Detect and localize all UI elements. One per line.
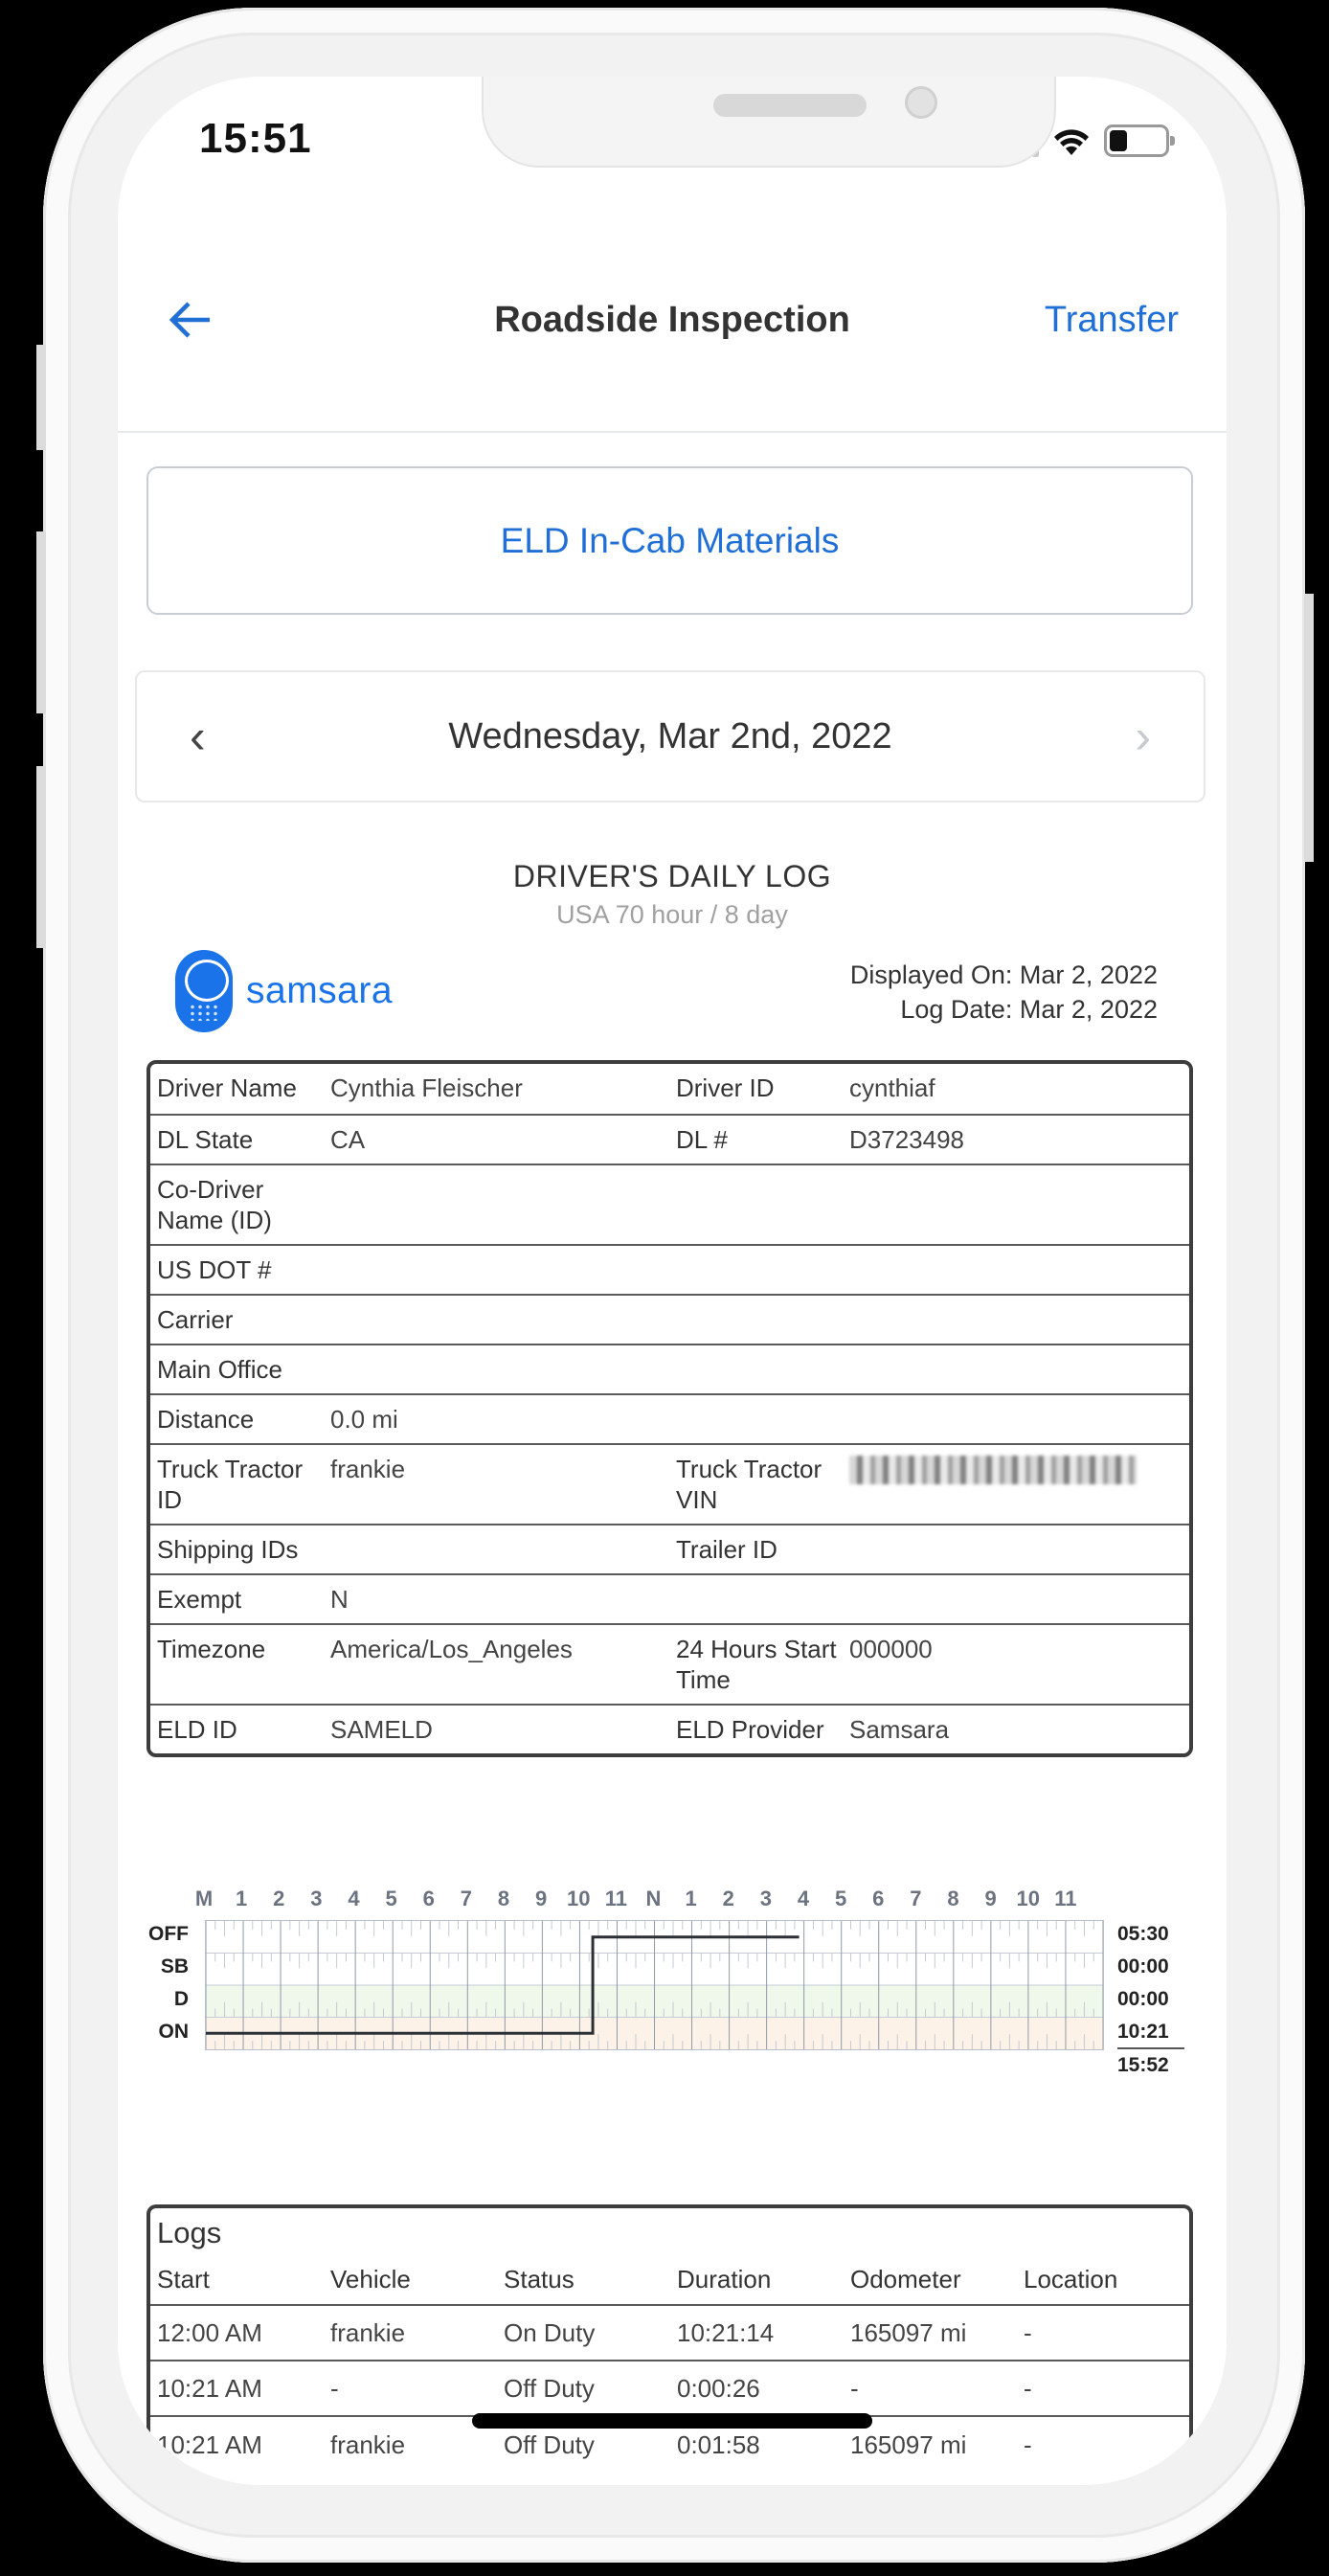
info-value — [324, 1345, 669, 1393]
hour-tick-label: 11 — [1054, 1887, 1077, 1910]
info-label: Carrier — [157, 1305, 234, 1334]
hour-tick-label: 5 — [385, 1887, 397, 1910]
samsara-logo — [175, 950, 393, 1032]
logs-header-row — [150, 2260, 1189, 2306]
logs-column-header: Odometer — [850, 2265, 961, 2294]
wifi-icon — [1052, 126, 1091, 157]
info-label — [669, 1296, 843, 1344]
logs-cell: 165097 mi — [850, 2430, 967, 2459]
home-indicator[interactable] — [472, 2413, 872, 2429]
battery-icon — [1104, 124, 1169, 157]
date-label: Wednesday, Mar 2nd, 2022 — [448, 715, 892, 757]
info-value — [843, 1345, 1189, 1393]
info-row — [150, 1524, 1189, 1573]
info-label: Trailer ID — [676, 1535, 777, 1564]
logs-cell: - — [850, 2374, 859, 2403]
hour-tick-label: 8 — [947, 1887, 959, 1910]
info-value — [843, 1246, 1189, 1294]
info-label: DL State — [157, 1125, 254, 1154]
info-value — [843, 1395, 1189, 1443]
hour-tick-label: 10 — [1016, 1887, 1040, 1910]
logs-cell: 0:00:26 — [677, 2374, 760, 2403]
front-camera — [905, 86, 937, 119]
info-row — [150, 1244, 1189, 1294]
logs-column-header: Status — [504, 2265, 574, 2294]
notch — [482, 77, 1056, 168]
logs-cell: 10:21 AM — [157, 2374, 262, 2403]
info-label: ELD ID — [157, 1715, 237, 1744]
displayed-on: Displayed On: Mar 2, 2022 — [849, 960, 1158, 989]
info-row — [150, 1443, 1189, 1524]
info-value: CA — [330, 1125, 366, 1154]
log-date: Log Date: Mar 2, 2022 — [900, 995, 1158, 1024]
header-divider — [118, 431, 1227, 433]
duty-status-graph — [135, 1887, 1207, 2078]
info-label: Truck Tractor VIN — [676, 1455, 822, 1514]
info-value — [324, 1296, 669, 1344]
info-row — [150, 1164, 1189, 1244]
side-button-volume-up — [36, 531, 46, 713]
transfer-button[interactable]: Transfer — [1044, 299, 1179, 340]
log-title: DRIVER'S DAILY LOG — [512, 859, 832, 893]
status-row-label: SB — [160, 1955, 189, 1977]
nav-header — [118, 278, 1227, 362]
redacted-blur — [849, 1456, 1137, 1484]
status-total: 00:00 — [1117, 1988, 1169, 2010]
info-row — [150, 1573, 1189, 1623]
logs-body — [150, 2306, 1189, 2473]
logs-cell: - — [1024, 2430, 1032, 2459]
hour-tick-label: 9 — [984, 1887, 997, 1910]
hour-tick-label: 6 — [422, 1887, 435, 1910]
info-row — [150, 1623, 1189, 1704]
hour-tick-label: 2 — [722, 1887, 734, 1910]
hour-tick-label: 4 — [348, 1887, 360, 1910]
info-value: cynthiaf — [849, 1073, 935, 1102]
info-value: Samsara — [849, 1715, 950, 1744]
info-label: US DOT # — [157, 1255, 272, 1284]
chevron-left-icon[interactable]: ‹ — [190, 710, 206, 763]
info-row — [150, 1393, 1189, 1443]
hour-tick-label: 4 — [797, 1887, 810, 1910]
info-value — [843, 1525, 1189, 1573]
date-navigator — [135, 670, 1205, 802]
logs-cell: 10:21 AM — [157, 2430, 262, 2459]
info-value — [843, 1296, 1189, 1344]
info-value — [324, 1165, 669, 1244]
logs-cell: Off Duty — [504, 2430, 595, 2459]
grand-total: 15:52 — [1117, 2047, 1184, 2080]
status-row-label: OFF — [148, 1923, 189, 1945]
logs-cell: 165097 mi — [850, 2318, 967, 2347]
hour-axis — [194, 1887, 1104, 1913]
info-label: Driver ID — [676, 1073, 775, 1102]
hour-tick-label: 11 — [604, 1887, 628, 1910]
hour-tick-label: 9 — [535, 1887, 548, 1910]
logs-column-header: Vehicle — [330, 2265, 411, 2294]
hour-tick-label: 3 — [759, 1887, 772, 1910]
side-button-power — [1304, 594, 1314, 862]
hour-tick-label: 1 — [236, 1887, 248, 1910]
logs-table — [146, 2204, 1193, 2485]
info-row — [150, 1344, 1189, 1393]
log-dates — [850, 958, 1158, 1027]
phone-screen — [118, 77, 1227, 2485]
info-label: Timezone — [157, 1635, 266, 1663]
hour-tick-label: 7 — [910, 1887, 922, 1910]
info-label — [669, 1246, 843, 1294]
log-grid — [205, 1920, 1104, 2050]
info-value — [324, 1246, 669, 1294]
status-time: 15:51 — [199, 115, 312, 162]
info-value: N — [330, 1585, 349, 1614]
hour-tick-label: 8 — [497, 1887, 510, 1910]
info-label — [669, 1395, 843, 1443]
logs-cell: On Duty — [504, 2318, 596, 2347]
speaker-grille — [713, 94, 867, 117]
info-row — [150, 1704, 1189, 1753]
info-label: Co-Driver Name (ID) — [157, 1175, 272, 1234]
info-value — [843, 1165, 1189, 1244]
info-value: D3723498 — [849, 1125, 964, 1154]
logs-cell: frankie — [330, 2430, 406, 2459]
side-button-mute — [36, 345, 46, 450]
info-value: SAMELD — [330, 1715, 433, 1744]
status-total: 10:21 — [1117, 2021, 1169, 2043]
info-value: America/Los_Angeles — [330, 1635, 573, 1663]
hour-tick-label: 7 — [460, 1887, 472, 1910]
logs-title: Logs — [157, 2216, 222, 2249]
logs-row[interactable] — [150, 2361, 1189, 2417]
info-label: Truck Tractor ID — [157, 1455, 304, 1514]
hour-tick-label: M — [194, 1887, 214, 1910]
logs-column-header: Location — [1024, 2265, 1118, 2294]
status-axis — [135, 1918, 189, 2048]
samsara-owl-icon — [175, 950, 233, 1032]
logs-cell: - — [330, 2374, 339, 2403]
hour-tick-label: 2 — [273, 1887, 285, 1910]
info-row — [150, 1114, 1189, 1164]
info-row — [150, 1294, 1189, 1344]
hour-tick-label: 3 — [310, 1887, 323, 1910]
info-label — [669, 1165, 843, 1244]
info-label — [669, 1345, 843, 1393]
log-subtitle: USA 70 hour / 8 day — [556, 900, 788, 929]
back-arrow-icon[interactable] — [166, 295, 215, 345]
info-row — [150, 1064, 1189, 1114]
info-value — [324, 1525, 669, 1573]
info-label — [669, 1575, 843, 1623]
eld-in-cab-materials-button[interactable]: ELD In-Cab Materials — [146, 466, 1193, 615]
status-totals — [1117, 1918, 1184, 2080]
info-label: DL # — [676, 1125, 728, 1154]
logs-column-header: Duration — [677, 2265, 772, 2294]
logs-cell: 12:00 AM — [157, 2318, 262, 2347]
logs-row[interactable] — [150, 2306, 1189, 2361]
hour-tick-label: 1 — [685, 1887, 697, 1910]
status-row-label: ON — [158, 2021, 189, 2043]
chevron-right-icon[interactable]: › — [1135, 710, 1151, 763]
hour-tick-label: N — [645, 1887, 662, 1910]
logs-cell: - — [1024, 2374, 1032, 2403]
side-button-volume-down — [36, 766, 46, 948]
logs-column-header: Start — [157, 2265, 210, 2294]
status-row-label: D — [173, 1988, 189, 2010]
logs-cell: 10:21:14 — [677, 2318, 775, 2347]
info-value: Cynthia Fleischer — [330, 1073, 523, 1102]
status-total: 05:30 — [1117, 1923, 1169, 1945]
info-label: Driver Name — [157, 1073, 297, 1102]
hour-tick-label: 6 — [872, 1887, 885, 1910]
info-value: 0.0 mi — [330, 1405, 398, 1434]
info-label: Exempt — [157, 1585, 242, 1614]
info-label: Main Office — [157, 1355, 283, 1384]
logs-cell: Off Duty — [504, 2374, 595, 2403]
driver-info-table — [146, 1060, 1193, 1757]
info-label: Distance — [157, 1405, 255, 1434]
info-value — [843, 1575, 1189, 1623]
logs-cell: 0:01:58 — [677, 2430, 760, 2459]
info-label: 24 Hours Start Time — [676, 1635, 837, 1694]
hour-tick-label: 10 — [567, 1887, 591, 1910]
page-title: Roadside Inspection — [494, 299, 850, 340]
info-value: frankie — [330, 1455, 406, 1483]
info-label: Shipping IDs — [157, 1535, 299, 1564]
brand-name: samsara — [246, 970, 394, 1011]
status-total: 00:00 — [1117, 1955, 1169, 1977]
vin-value-redacted — [843, 1445, 1189, 1524]
info-label: ELD Provider — [676, 1715, 824, 1744]
info-value: 000000 — [849, 1635, 933, 1663]
logs-cell: - — [1024, 2318, 1032, 2347]
hour-tick-label: 5 — [835, 1887, 847, 1910]
logs-cell: frankie — [330, 2318, 406, 2347]
